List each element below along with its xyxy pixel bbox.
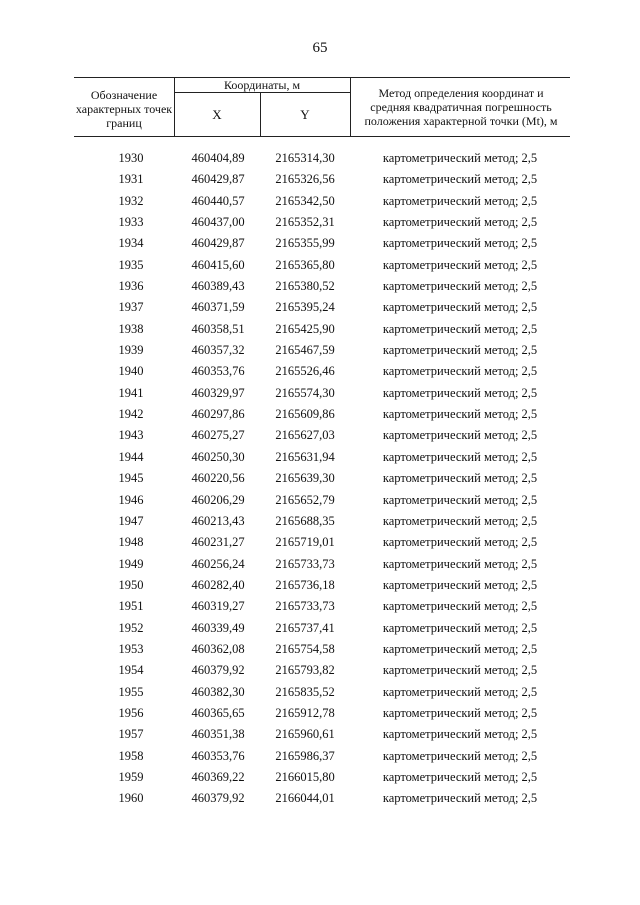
- method-cell: картометрический метод; 2,5: [382, 215, 538, 230]
- x-coordinate-cell: 460440,57: [191, 193, 245, 208]
- point-id-cell: 1930: [118, 151, 144, 165]
- method-cell: картометрический метод; 2,5: [382, 449, 538, 464]
- x-coordinate-cell: 460369,22: [191, 769, 245, 784]
- table-row: [74, 191, 570, 212]
- y-coordinate-cell: 2165688,35: [275, 513, 335, 528]
- table-row: [74, 511, 570, 532]
- table-row: [74, 212, 570, 233]
- point-id-cell: 1949: [118, 556, 144, 571]
- point-id-cell: 1940: [118, 364, 144, 379]
- point-id-cell: 1951: [118, 599, 144, 614]
- method-cell: картометрический метод; 2,5: [382, 513, 538, 528]
- y-coordinate-cell: 2165365,80: [275, 257, 335, 272]
- y-coordinate-cell: 2165912,78: [275, 705, 335, 720]
- point-id-cell: 1938: [118, 321, 144, 336]
- table-row: [74, 340, 570, 361]
- method-cell: картометрический метод; 2,5: [382, 172, 538, 187]
- point-id-cell: 1957: [118, 727, 144, 742]
- x-coordinate-cell: 460362,08: [191, 641, 245, 656]
- table-row: [74, 639, 570, 660]
- table-row: [74, 383, 570, 404]
- x-coordinate-cell: 460213,43: [191, 513, 245, 528]
- x-coordinate-cell: 460353,76: [191, 364, 245, 379]
- method-cell: картометрический метод; 2,5: [382, 236, 538, 251]
- y-coordinate-cell: 2165574,30: [275, 385, 335, 400]
- method-cell: картометрический метод; 2,5: [382, 705, 538, 720]
- point-id-cell: 1931: [118, 172, 144, 187]
- method-cell: картометрический метод; 2,5: [382, 577, 538, 592]
- y-coordinate-cell: 2166015,80: [275, 769, 335, 784]
- table-row: [74, 404, 570, 425]
- header-method: Метод определения координат и средняя квадратичная погрешность положения характерной точки (Mt), м: [364, 86, 558, 128]
- header-x: X: [212, 106, 222, 122]
- table-row: [74, 724, 570, 745]
- y-coordinate-cell: 2165425,90: [275, 321, 335, 336]
- point-id-cell: 1944: [118, 449, 144, 464]
- x-coordinate-cell: 460351,38: [191, 727, 245, 742]
- method-cell: картометрический метод; 2,5: [382, 684, 538, 699]
- method-cell: картометрический метод; 2,5: [382, 385, 538, 400]
- x-coordinate-cell: 460437,00: [191, 215, 245, 230]
- x-coordinate-cell: 460250,30: [191, 449, 245, 464]
- x-coordinate-cell: 460379,92: [191, 791, 245, 806]
- table-row: [74, 297, 570, 318]
- table-row: [74, 490, 570, 511]
- point-id-cell: 1932: [118, 193, 144, 208]
- table-row: [74, 425, 570, 446]
- method-cell: картометрический метод; 2,5: [382, 769, 538, 784]
- point-id-cell: 1947: [118, 513, 144, 528]
- x-coordinate-cell: 460415,60: [191, 257, 245, 272]
- point-id-cell: 1939: [118, 343, 144, 358]
- table-row: [74, 682, 570, 703]
- point-id-cell: 1958: [118, 748, 144, 763]
- table-row: [74, 532, 570, 553]
- table-row: [74, 660, 570, 681]
- y-coordinate-cell: 2165639,30: [275, 471, 335, 486]
- method-cell: картометрический метод; 2,5: [382, 300, 538, 315]
- table-row: [74, 468, 570, 489]
- y-coordinate-cell: 2165960,61: [275, 727, 335, 742]
- point-id-cell: 1946: [118, 492, 144, 507]
- y-coordinate-cell: 2165652,79: [275, 492, 335, 507]
- page-number: 65: [312, 40, 328, 56]
- y-coordinate-cell: 2165986,37: [275, 748, 335, 763]
- x-coordinate-cell: 460297,86: [191, 407, 245, 422]
- x-coordinate-cell: 460206,29: [191, 492, 245, 507]
- method-cell: картометрический метод; 2,5: [382, 641, 538, 656]
- point-id-cell: 1935: [118, 257, 144, 272]
- point-id-cell: 1937: [118, 300, 144, 315]
- y-coordinate-cell: 2165736,18: [275, 577, 335, 592]
- y-coordinate-cell: 2165719,01: [275, 535, 335, 550]
- table-row: [74, 447, 570, 468]
- table-row: [74, 618, 570, 639]
- table-row: [74, 361, 570, 382]
- table-row: [74, 255, 570, 276]
- y-coordinate-cell: 2165835,52: [275, 684, 335, 699]
- x-coordinate-cell: 460231,27: [191, 535, 245, 550]
- x-coordinate-cell: 460404,89: [191, 151, 245, 165]
- y-coordinate-cell: 2165355,99: [275, 236, 335, 251]
- method-cell: картометрический метод; 2,5: [382, 364, 538, 379]
- table-row: [74, 575, 570, 596]
- header-divider-3: [350, 77, 351, 137]
- point-id-cell: 1948: [118, 535, 144, 550]
- y-coordinate-cell: 2166044,01: [275, 791, 335, 806]
- method-cell: картометрический метод; 2,5: [382, 663, 538, 678]
- x-coordinate-cell: 460282,40: [191, 577, 245, 592]
- y-coordinate-cell: 2165627,03: [275, 428, 335, 443]
- y-coordinate-cell: 2165733,73: [275, 599, 335, 614]
- table-row: [74, 767, 570, 788]
- method-cell: картометрический метод; 2,5: [382, 193, 538, 208]
- point-id-cell: 1956: [118, 705, 144, 720]
- x-coordinate-cell: 460389,43: [191, 279, 245, 294]
- table-row: [74, 554, 570, 575]
- method-cell: картометрический метод; 2,5: [382, 492, 538, 507]
- method-cell: картометрический метод; 2,5: [382, 599, 538, 614]
- point-id-cell: 1950: [118, 577, 144, 592]
- point-id-cell: 1943: [118, 428, 144, 443]
- method-cell: картометрический метод; 2,5: [382, 748, 538, 763]
- y-coordinate-cell: 2165609,86: [275, 407, 335, 422]
- y-coordinate-cell: 2165380,52: [275, 279, 335, 294]
- method-cell: картометрический метод; 2,5: [382, 556, 538, 571]
- y-coordinate-cell: 2165631,94: [275, 449, 335, 464]
- point-id-cell: 1945: [118, 471, 144, 486]
- point-id-cell: 1934: [118, 236, 144, 251]
- y-coordinate-cell: 2165467,59: [275, 343, 335, 358]
- x-coordinate-cell: 460365,65: [191, 705, 245, 720]
- method-cell: картометрический метод; 2,5: [382, 428, 538, 443]
- method-cell: картометрический метод; 2,5: [382, 151, 538, 165]
- method-cell: картометрический метод; 2,5: [382, 257, 538, 272]
- point-id-cell: 1960: [118, 791, 144, 806]
- table-row: [74, 276, 570, 297]
- table-row: [74, 233, 570, 254]
- y-coordinate-cell: 2165733,73: [275, 556, 335, 571]
- method-cell: картометрический метод; 2,5: [382, 727, 538, 742]
- point-id-cell: 1941: [118, 385, 144, 400]
- method-cell: картометрический метод; 2,5: [382, 535, 538, 550]
- x-coordinate-cell: 460353,76: [191, 748, 245, 763]
- x-coordinate-cell: 460429,87: [191, 172, 245, 187]
- x-coordinate-cell: 460256,24: [191, 556, 245, 571]
- point-id-cell: 1936: [118, 279, 144, 294]
- x-coordinate-cell: 460379,92: [191, 663, 245, 678]
- table-row: [74, 788, 570, 809]
- method-cell: картометрический метод; 2,5: [382, 620, 538, 635]
- y-coordinate-cell: 2165314,30: [275, 151, 335, 165]
- table-row: [74, 319, 570, 340]
- table-row: [74, 703, 570, 724]
- method-cell: картометрический метод; 2,5: [382, 791, 538, 806]
- y-coordinate-cell: 2165326,56: [275, 172, 335, 187]
- x-coordinate-cell: 460429,87: [191, 236, 245, 251]
- table-header: [74, 77, 570, 137]
- table-row: [74, 148, 570, 169]
- y-coordinate-cell: 2165737,41: [275, 620, 335, 635]
- table-row: [74, 169, 570, 190]
- header-coordinates: Координаты, м: [223, 77, 301, 92]
- point-id-cell: 1942: [118, 407, 144, 422]
- x-coordinate-cell: 460382,30: [191, 684, 245, 699]
- y-coordinate-cell: 2165754,58: [275, 641, 335, 656]
- method-cell: картометрический метод; 2,5: [382, 407, 538, 422]
- x-coordinate-cell: 460275,27: [191, 428, 245, 443]
- x-coordinate-cell: 460220,56: [191, 471, 245, 486]
- method-cell: картометрический метод; 2,5: [382, 343, 538, 358]
- point-id-cell: 1933: [118, 215, 144, 230]
- point-id-cell: 1953: [118, 641, 144, 656]
- x-coordinate-cell: 460371,59: [191, 300, 245, 315]
- table-row: [74, 746, 570, 767]
- y-coordinate-cell: 2165352,31: [275, 215, 335, 230]
- method-cell: картометрический метод; 2,5: [382, 321, 538, 336]
- header-y: Y: [300, 106, 310, 122]
- x-coordinate-cell: 460319,27: [191, 599, 245, 614]
- header-designation: Обозначение характерных точек границ: [75, 88, 173, 130]
- x-coordinate-cell: 460357,32: [191, 343, 245, 358]
- x-coordinate-cell: 460329,97: [191, 385, 245, 400]
- y-coordinate-cell: 2165793,82: [275, 663, 335, 678]
- x-coordinate-cell: 460339,49: [191, 620, 245, 635]
- point-id-cell: 1959: [118, 769, 144, 784]
- point-id-cell: 1955: [118, 684, 144, 699]
- method-cell: картометрический метод; 2,5: [382, 471, 538, 486]
- table-body: [74, 148, 570, 810]
- point-id-cell: 1954: [118, 663, 144, 678]
- y-coordinate-cell: 2165395,24: [275, 300, 335, 315]
- y-coordinate-cell: 2165342,50: [275, 193, 335, 208]
- point-id-cell: 1952: [118, 620, 144, 635]
- method-cell: картометрический метод; 2,5: [382, 279, 538, 294]
- x-coordinate-cell: 460358,51: [191, 321, 245, 336]
- table-row: [74, 596, 570, 617]
- y-coordinate-cell: 2165526,46: [275, 364, 335, 379]
